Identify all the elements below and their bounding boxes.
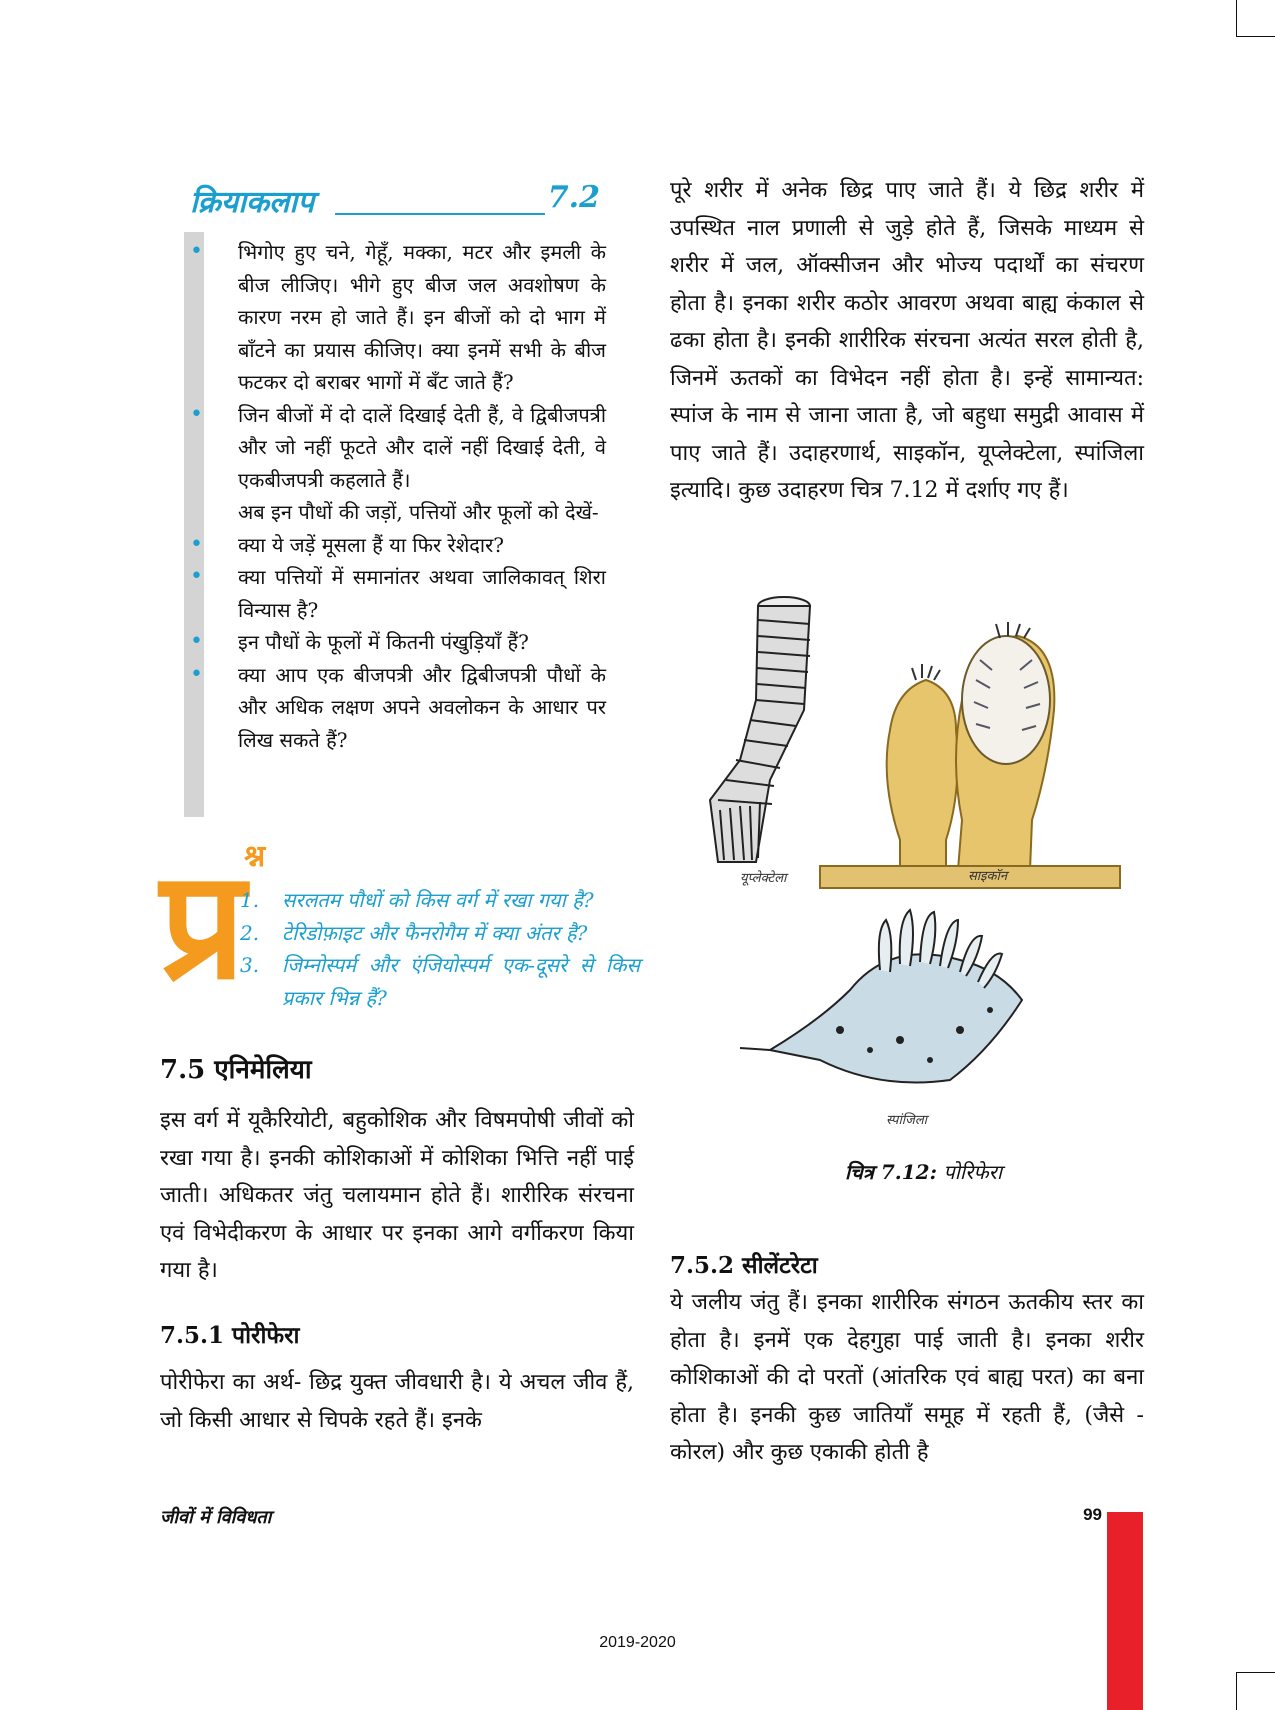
paragraph-porifera: पोरीफेरा का अर्थ- छिद्र युक्त जीवधारी है। ये अचल जीव हैं, जो किसी आधार से चिपके रहते हैं। इनके xyxy=(160,1370,634,1433)
list-item: अब इन पौधों की जड़ों, पत्तियों और फूलों को देखें- xyxy=(238,500,599,524)
figure-caption-text: पोरिफेरा xyxy=(943,1160,1003,1184)
list-item: • भिगोए हुए चने, गेहूँ, मक्का, मटर और इमली के बीज लीजिए। भीगे हुए बीज जल अवशोषण के कारण नरम हो जाते हैं। इन बीजों को दो भाग में बाँटने का प्रयास कीजिए। क्या इनमें सभी के बीज फटकर दो बराबर भागों में बँट जाते हैं? xyxy=(238,236,606,399)
footer-year: 2019-2020 xyxy=(599,1634,676,1651)
questions-heading-rest: श्न xyxy=(244,839,266,874)
activity-header xyxy=(190,180,600,222)
section-heading-porifera: 7.5.1 पोरीफेरा xyxy=(160,1322,300,1349)
section-heading-animalia: 7.5 एनिमेलिया xyxy=(160,1055,312,1085)
figure-porifera xyxy=(700,580,1160,1200)
paragraph-animalia: इस वर्ग में यूकैरियोटी, बहुकोशिक और विषमपोषी जीवों को रखा गया है। इनकी कोशिकाओं में कोशिका भित्ति नहीं पाई जाती। अधिकतर जंतु चलायमान होते हैं। शारीरिक संरचना एवं विभेदीकरण के आधार पर इनका आगे वर्गीकरण किया गया है। xyxy=(160,1108,634,1283)
section-heading-coelenterata: 7.5.2 सीलेंटरेटा xyxy=(670,1252,818,1279)
crop-mark xyxy=(1236,0,1237,36)
sycon-drawing xyxy=(820,622,1120,888)
question-item: 1. सरलतम पौधों को किस वर्ग में रखा गया है? xyxy=(240,888,594,912)
list-item: • इन पौधों के फूलों में कितनी पंखुड़ियाँ हैं? xyxy=(238,626,606,659)
activity-rule xyxy=(335,213,545,215)
list-item: • क्या पत्तियों में समानांतर अथवा जालिकावत् शिरा विन्यास है? xyxy=(238,561,606,626)
porifera-illustration xyxy=(700,580,1160,1200)
crop-mark xyxy=(1236,1672,1275,1673)
activity-title: क्रियाकलाप xyxy=(190,185,315,220)
list-item: • क्या आप एक बीजपत्री और द्विबीजपत्री पौधों के और अधिक लक्षण अपने अवलोकन के आधार पर लिख सकते हैं? xyxy=(238,659,606,757)
crop-mark xyxy=(1236,1672,1237,1710)
figure-caption xyxy=(845,1158,1002,1185)
red-page-tab xyxy=(1107,1512,1143,1710)
question-item: 2. टेरिडोफ़ाइट और फैनरोगैम में क्या अंतर है? xyxy=(240,920,588,945)
questions-list xyxy=(240,884,640,1014)
figure-caption-number: चित्र 7.12: xyxy=(845,1160,937,1184)
page-number: 99 xyxy=(1083,1505,1102,1524)
spongilla-drawing xyxy=(740,910,1022,1083)
footer-book-title: जीवों में विविधता xyxy=(160,1507,272,1528)
activity-number: 7.2 xyxy=(547,180,600,215)
question-item: 3. जिम्नोस्पर्म और एंजियोस्पर्म एक-दूसरे से किस प्रकार भिन्न हैं? xyxy=(240,953,640,1010)
label-euplectella: यूप्लेक्टेला xyxy=(740,871,787,886)
label-spongilla: स्पांजिला xyxy=(886,1113,928,1128)
euplectella-drawing xyxy=(710,597,810,862)
paragraph-porifera-continued: पूरे शरीर में अनेक छिद्र पाए जाते हैं। ये छिद्र शरीर में उपस्थित नाल प्रणाली से जुड़े होते हैं, जिसके माध्यम से शरीर में जल, ऑक्सीजन और भोज्य पदार्थों का संचरण होता है। इनका शरीर कठोर आवरण अथवा बाह्य कंकाल से ढका होता है। इनकी शारीरिक संरचना अत्यंत सरल होती है, जिनमें ऊतकों का विभेदन नहीं होता है। इन्हें सामान्यत: स्पांज के नाम से जाना जाता है, जो बहुधा समुद्री आवास में पाए जाते हैं। उदाहरणार्थ, साइकॉन, यूप्लेक्टेला, स्पांजिला इत्यादि। कुछ उदाहरण चित्र 7.12 में दर्शाए गए हैं। xyxy=(670,178,1144,503)
activity-list xyxy=(238,236,606,756)
list-item: • क्या ये जड़ें मूसला हैं या फिर रेशेदार? xyxy=(238,529,606,562)
crop-mark xyxy=(1236,36,1275,37)
paragraph-coelenterata: ये जलीय जंतु हैं। इनका शारीरिक संगठन ऊतकीय स्तर का होता है। इनमें एक देहगुहा पाई जाती है। इनका शरीर कोशिकाओं की दो परतों (आंतरिक एवं बाह्य परत) का बना होता है। इनकी कुछ जातियाँ समूह में रहती हैं, (जैसे - कोरल) और कुछ एकाकी होती है xyxy=(670,1290,1144,1465)
questions-heading-initial: प्र xyxy=(160,837,246,1013)
label-sycon: साइकॉन xyxy=(968,869,1008,884)
list-item: • जिन बीजों में दो दालें दिखाई देती हैं, वे द्विबीजपत्री और जो नहीं फूटते और दालें नहीं दिखाई देती, वे एकबीजपत्री कहलाते हैं। xyxy=(238,399,606,497)
activity-sidebar xyxy=(184,232,204,817)
